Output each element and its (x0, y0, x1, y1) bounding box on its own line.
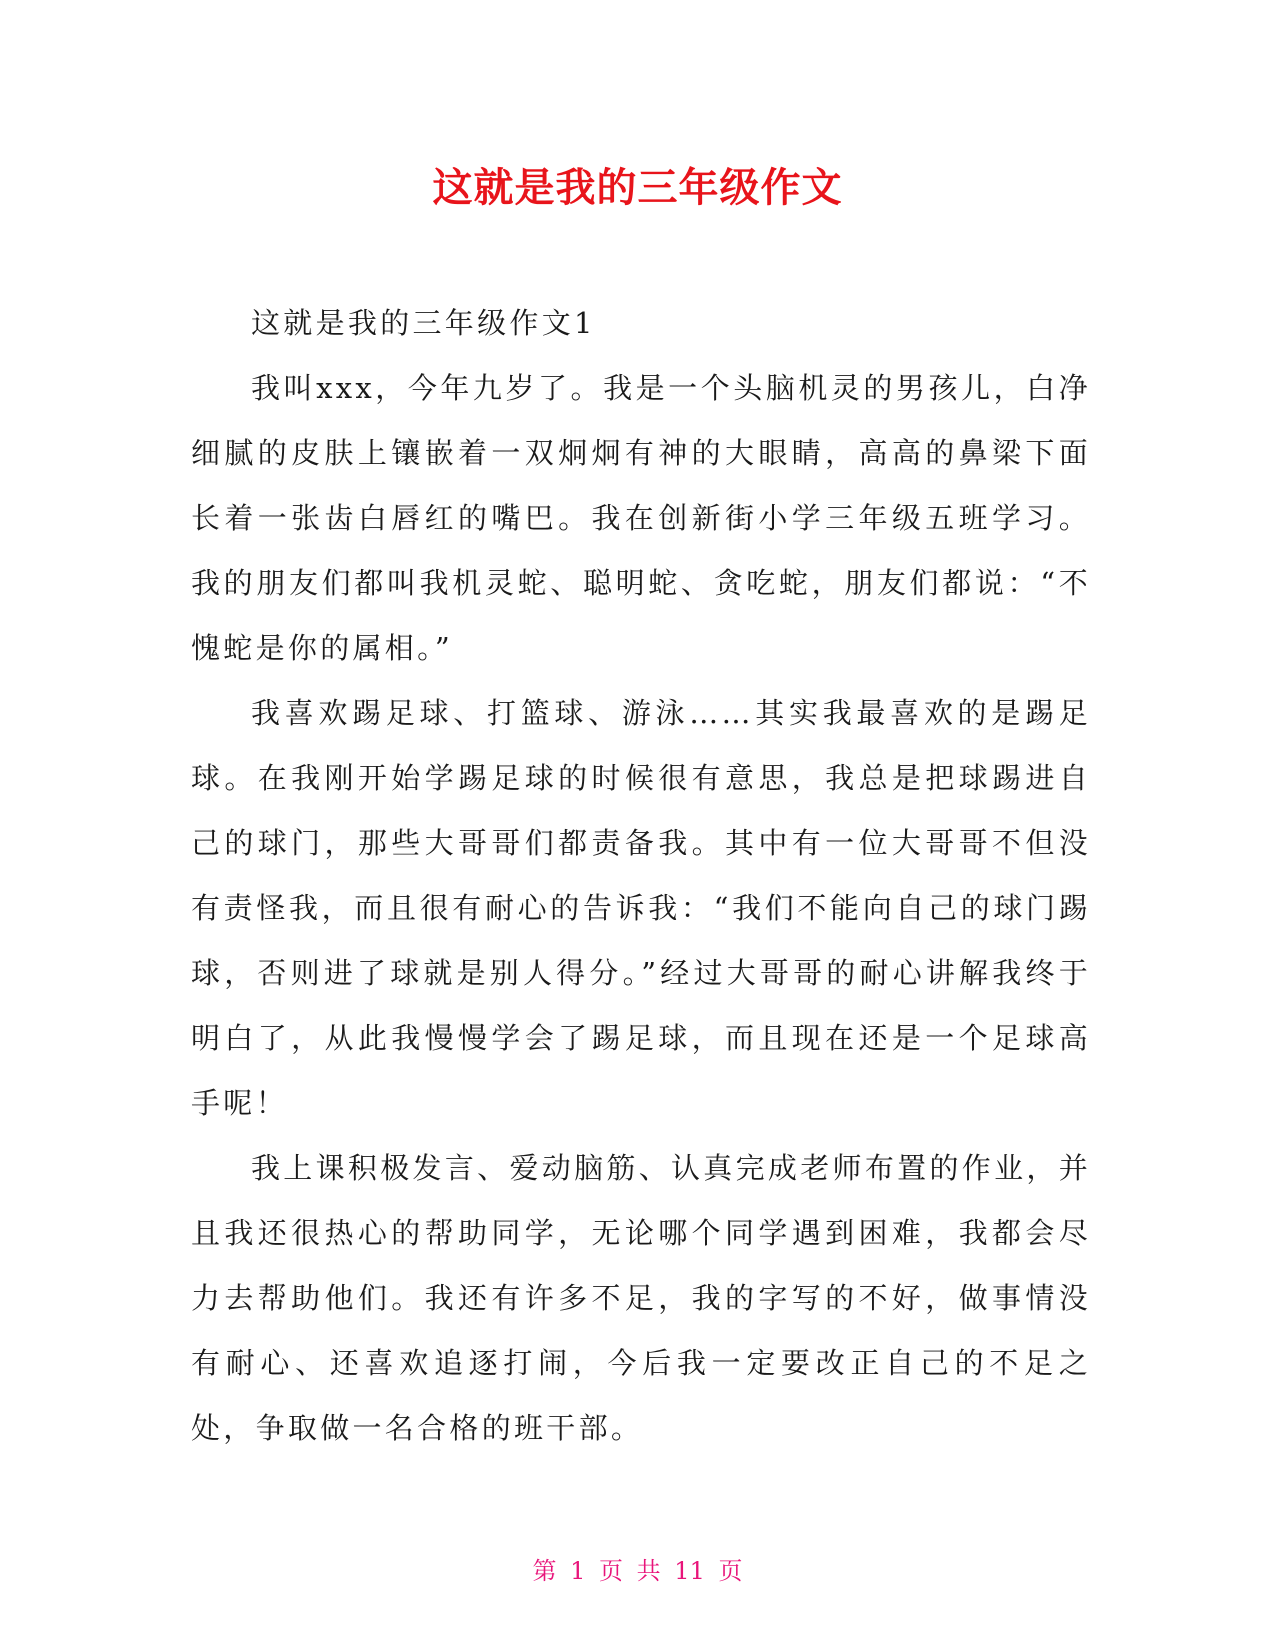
section-heading: 这就是我的三年级作文1 (251, 306, 596, 340)
paragraph: 我喜欢踢足球、打篮球、游泳……其实我最喜欢的是踢足球。在我刚开始学踢足球的时候很有意思，我总是把球踢进自己的球门，那些大哥哥们都责备我。其中有一位大哥哥不但没有责怪我，而且很有耐心的告诉我：“我们不能向自己的球门踢球，否则进了球就是别人得分。”经过大哥哥的耐心讲解我终于明白了，从此我慢慢学会了踢足球，而且现在还是一个足球高手呢！ (191, 696, 1091, 1120)
document-title: 这就是我的三年级作文 (432, 165, 843, 211)
document-body (191, 291, 1091, 1461)
paragraph: 我上课积极发言、爱动脑筋、认真完成老师布置的作业，并且我还很热心的帮助同学，无论哪个同学遇到困难，我都会尽力去帮助他们。我还有许多不足，我的字写的不好，做事情没有耐心、还喜欢追逐打闹，今后我一定要改正自己的不足之处，争取做一名合格的班干部。 (191, 1151, 1091, 1445)
page-footer: 第 1 页 共 11 页 (532, 1557, 743, 1585)
paragraph: 我叫xxx，今年九岁了。我是一个头脑机灵的男孩儿，白净细腻的皮肤上镶嵌着一双炯炯有神的大眼睛，高高的鼻梁下面长着一张齿白唇红的嘴巴。我在创新街小学三年级五班学习。我的朋友们都叫我机灵蛇、聪明蛇、贪吃蛇，朋友们都说：“不愧蛇是你的属相。” (191, 371, 1091, 665)
